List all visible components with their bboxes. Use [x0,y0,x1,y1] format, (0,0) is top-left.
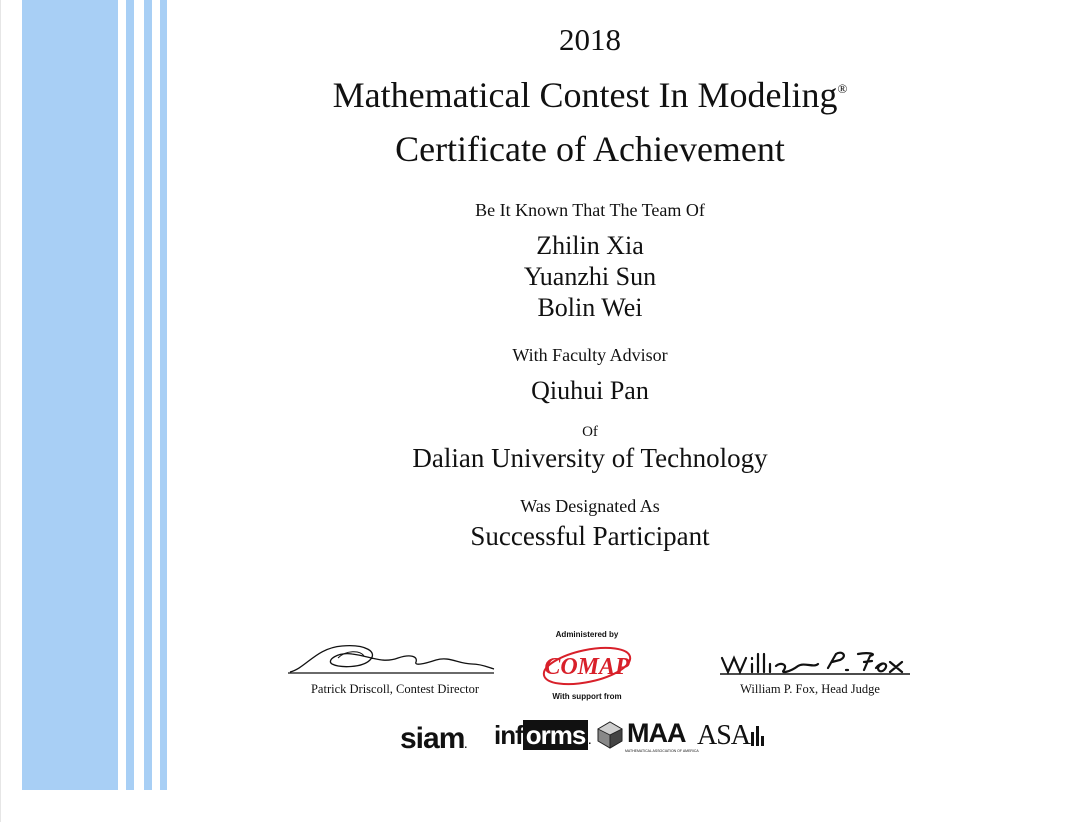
informs-logo-dot: . [588,736,591,747]
asa-logo-text: ASA [697,720,751,751]
maa-logo-text: MAA [627,718,686,748]
administered-by-label: Administered by [555,630,619,639]
director-signature [286,638,496,678]
faculty-advisor: Qiuhui Pan [531,376,649,405]
certificate-year: 2018 [559,22,621,57]
team-member: Zhilin Xia [536,231,644,260]
of-label: Of [582,424,598,440]
certificate-title [0,74,1080,116]
designated-label: Was Designated As [520,496,660,516]
head-judge-signature [718,646,912,678]
certificate-subtitle: Certificate of Achievement [395,129,785,169]
registered-mark: ® [837,81,848,96]
siam-logo-dot: . [464,740,467,751]
designation: Successful Participant [470,521,710,551]
team-intro: Be It Known That The Team Of [475,200,705,220]
page-edge [0,0,1,822]
head-judge-caption: William P. Fox, Head Judge [740,682,880,696]
informs-logo [494,720,590,750]
informs-logo-inverse: orms [523,720,589,750]
director-caption: Patrick Driscoll, Contest Director [310,682,480,696]
support-label: With support from [552,692,622,701]
advisor-label: With Faculty Advisor [512,345,668,365]
asa-logo [697,720,764,752]
institution-name: Dalian University of Technology [412,443,768,473]
informs-logo-prefix: inf [494,720,523,750]
comap-logo-text: COMAP [544,654,630,680]
maa-logo [595,718,699,756]
team-member: Bolin Wei [537,293,643,322]
siam-logo [400,722,466,756]
team-member: Yuanzhi Sun [523,262,657,291]
maa-polyhedron-icon [595,720,625,750]
asa-bars-icon [750,724,764,746]
contest-name: Mathematical Contest In Modeling [332,75,838,115]
comap-logo [540,640,634,688]
siam-logo-text: siam [400,722,465,755]
maa-logo-subtext: MATHEMATICAL ASSOCIATION OF AMERICA [625,749,699,753]
